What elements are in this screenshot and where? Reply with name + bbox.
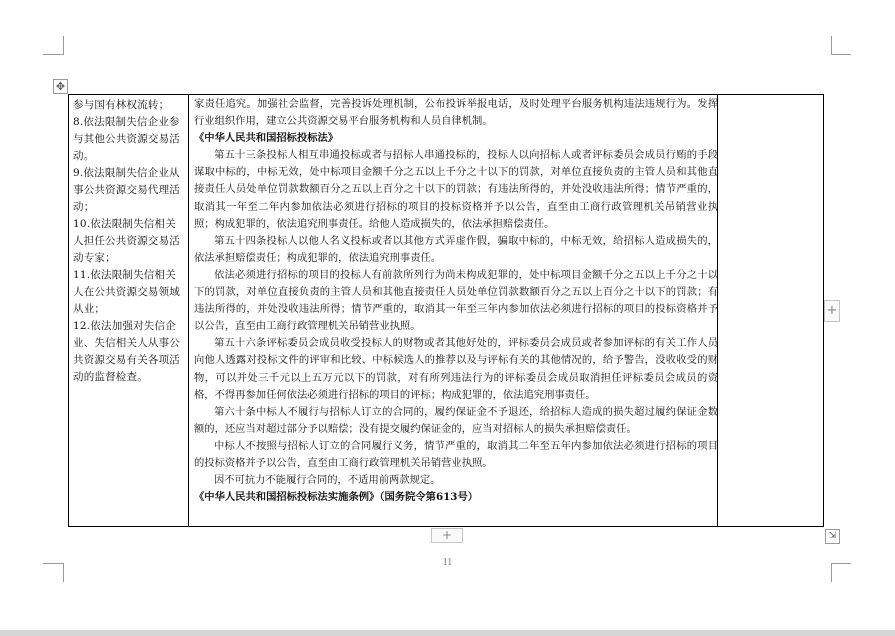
table-move-handle[interactable] [53,79,68,94]
article-paragraph: 第五十四条投标人以他人名义投标或者以其他方式弄虚作假，骗取中标的，中标无效，给招标人造成损失的，依法承担赔偿责任；构成犯罪的，依法追究刑事责任。 [194,234,718,264]
move-icon: ✥ [55,80,66,93]
table-cell-measures[interactable] [73,97,185,386]
article-paragraph: 因不可抗力不能履行合同的，不适用前两款规定。 [214,474,441,487]
table-cell-legal-basis[interactable] [194,96,718,506]
law-heading: 《中华人民共和国招标投标法》 [194,132,339,145]
article-paragraph: 第六十条中标人不履行与招标人订立的合同的，履约保证金不予退还，给招标人造成的损失超过履约保证金数额的，还应当对超过部分予以赔偿；没有提交履约保证金的，应当对招标人的损失承担赔偿责任。 [194,405,718,435]
list-item: 参与国有林权流转； [73,99,170,111]
list-item: 12.依法加强对失信企业、失信相关人从事公共资源交易有关各项活动的监督检查。 [73,320,180,383]
article-paragraph: 第五十六条评标委员会成员收受投标人的财物或者其他好处的，评标委员会成员或者参加评标的有关工作人员向他人透露对投标文件的评审和比较、中标候选人的推荐以及与评标有关的其他情况的，给予警告，没收收受的财物，可以并处三千元以上五万元以下的罚款，对有所列违法行为的评标委员会成员取消担任评标委员会成员的资格，不得再参加任何依法必须进行招标的项目的评标；构成犯罪的，依法追究刑事责任。 [194,337,718,401]
regulation-heading: 《中华人民共和国招标投标法实施条例》（国务院令第613号） [194,491,479,504]
add-row-button[interactable] [431,528,463,543]
column-separator [188,95,189,526]
crop-mark-top-right-v [831,36,832,55]
table-resize-handle[interactable] [825,529,840,544]
plus-icon: + [826,303,838,318]
article-paragraph: 第五十三条投标人相互串通投标或者与招标人串通投标的，投标人以向招标人或者评标委员会成员行贿的手段谋取中标的，中标无效，处中标项目金额千分之五以上千分之十以下的罚款，对单位直接负责的主管人员和其他直接责任人员处单位罚款数额百分之五以上百分之十以下的罚款；有违法所得的，并处没收违法所得；情节严重的，取消其一年至二年内参加依法必须进行招标的项目的投标资格并予以公告，直至由工商行政管理机关吊销营业执照；构成犯罪的，依法追究刑事责任。给他人造成损失的，依法承担赔偿责任。 [194,149,718,230]
document-table [68,94,824,527]
article-paragraph: 中标人不按照与招标人订立的合同履行义务，情节严重的，取消其二年至五年内参加依法必须进行招标的项目的投标资格并予以公告，直至由工商行政管理机关吊销营业执照。 [194,439,718,469]
table-cell-empty[interactable] [718,95,823,526]
list-item: 11.依法限制失信相关人在公共资源交易领域从业； [73,269,180,315]
resize-icon: ⇲ [828,531,837,541]
paragraph-intro: 家责任追究。加强社会监督，完善投诉处理机制，公布投诉举报电话，及时处理平台服务机构违法违规行为。发挥行业组织作用，建立公共资源交易平台服务机构和人员自律机制。 [194,98,718,128]
list-item: 8.依法限制失信企业参与其他公共资源交易活动。 [73,116,180,162]
list-item: 9.依法限制失信企业从事公共资源交易代理活动； [73,167,180,213]
add-column-button[interactable] [824,300,840,322]
article-paragraph: 依法必须进行招标的项目的投标人有前款所列行为尚未构成犯罪的，处中标项目金额千分之五以上千分之十以下的罚款，对单位直接负责的主管人员和其他直接责任人员处单位罚款数额百分之五以上百分之十以下的罚款；有违法所得的，并处没收违法所得；情节严重的，取消其一年至三年内参加依法必须进行招标的项目的投标资格并予以公告，直至由工商行政管理机关吊销营业执照。 [194,268,718,333]
crop-mark-top-left-h [43,54,63,55]
plus-icon: + [441,528,453,542]
window-bottom-edge [0,630,895,636]
list-item: 10.依法限制失信相关人担任公共资源交易活动专家； [73,218,180,264]
crop-mark-top-right-h [831,54,851,55]
crop-mark-top-left-v [63,36,64,55]
page-number: 11 [442,557,453,568]
